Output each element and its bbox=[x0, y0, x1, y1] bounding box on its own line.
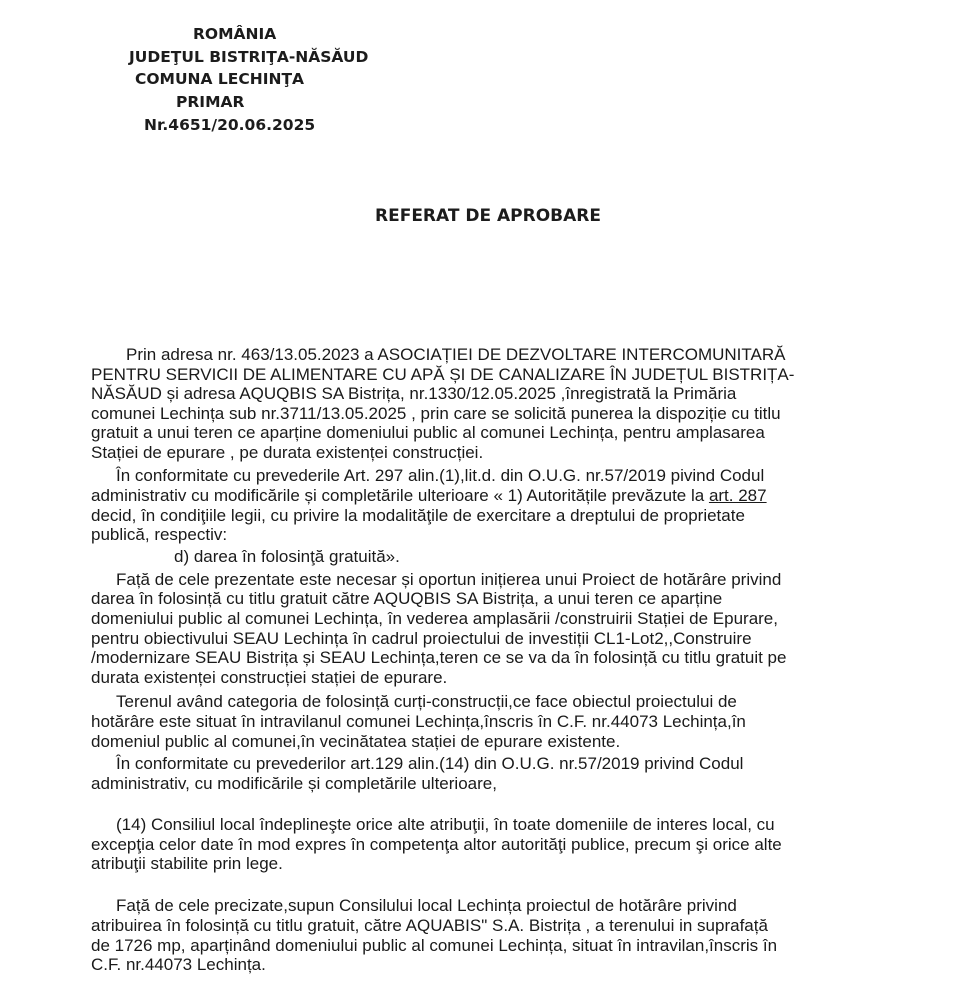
body-line bbox=[91, 487, 767, 504]
body-line: gratuit a unui teren ce aparține domeniului public al comunei Lechința, pentru amplasarea bbox=[91, 423, 765, 442]
document-title: REFERAT DE APROBARE bbox=[375, 206, 601, 226]
body-line: de 1726 mp, aparținând domeniului public al comunei Lechința, situat în intravilan,înscris în bbox=[91, 936, 778, 955]
body-line: excepţia celor date în mod expres în competenţa altor autorităţi publice, precum şi orice alte bbox=[91, 835, 782, 854]
header-office: PRIMAR bbox=[176, 93, 245, 111]
body-line: comunei Lechința sub nr.3711/13.05.2025 , prin care se solicită punerea la dispoziție cu titlu bbox=[91, 404, 781, 423]
body-line: (14) Consiliul local îndeplineşte orice alte atribuţii, în toate domeniile de interes local, cu bbox=[116, 815, 775, 834]
body-line: publică, respectiv: bbox=[91, 525, 228, 544]
header-registration-number: Nr.4651/20.06.2025 bbox=[144, 116, 316, 134]
body-line: atribuirea în folosință cu titlu gratuit, către AQUABIS" S.A. Bistrița , a terenului in suprafață bbox=[91, 916, 768, 935]
body-line: atribuţii stabilite prin lege. bbox=[91, 854, 283, 873]
body-line: decid, în condiţiile legii, cu privire la modalităţile de exercitare a dreptului de proprietate bbox=[91, 506, 745, 525]
body-line: Stației de epurare , pe durata existenței construcției. bbox=[91, 443, 484, 462]
body-line: Față de cele prezentate este necesar și oportun inițierea unui Proiect de hotărâre privind bbox=[116, 570, 782, 589]
body-line-text: administrativ cu modificările și completările ulterioare « 1) Autoritățile prevăzute la bbox=[91, 486, 709, 505]
body-line: În conformitate cu prevederilor art.129 alin.(14) din O.U.G. nr.57/2019 privind Codul bbox=[116, 754, 744, 773]
body-line: domeniului public al comunei Lechința, în vederea amplasării /construirii Stației de Epurare, bbox=[91, 609, 778, 628]
body-line: PENTRU SERVICII DE ALIMENTARE CU APĂ ȘI DE CANALIZARE ÎN JUDEȚUL BISTRIȚA- bbox=[91, 365, 795, 384]
body-line: În conformitate cu prevederile Art. 297 alin.(1),lit.d. din O.U.G. nr.57/2019 pivind Codul bbox=[116, 466, 765, 485]
body-line: Prin adresa nr. 463/13.05.2023 a ASOCIAȚIEI DE DEZVOLTARE INTERCOMUNITARĂ bbox=[126, 345, 786, 364]
header-commune: COMUNA LECHINŢA bbox=[135, 70, 305, 88]
body-line: NĂSĂUD și adresa AQUQBIS SA Bistrița, nr.1330/12.05.2025 ,înregistrată la Primăria bbox=[91, 384, 737, 403]
body-line: pentru obiectivului SEAU Lechința în cadrul proiectului de investiții CL1-Lot2,,Construire bbox=[91, 629, 752, 648]
art-287-link[interactable]: art. 287 bbox=[708, 486, 767, 505]
body-line: Față de cele precizate,supun Consilului local Lechința proiectul de hotărâre privind bbox=[116, 896, 737, 915]
body-line: Terenul având categoria de folosință curți-construcții,ce face obiectul proiectului de bbox=[116, 692, 737, 711]
body-line: /modernizare SEAU Bistrița și SEAU Lechința,teren ce se va da în folosință cu titlu gratuit pe bbox=[91, 648, 787, 667]
body-line: domeniul public al comunei,în vecinătatea stației de epurare existente. bbox=[91, 732, 621, 751]
header-country: ROMÂNIA bbox=[193, 25, 277, 43]
body-line: darea în folosință cu titlu gratuit către AQUQBIS SA Bistrița, a unui teren ce aparține bbox=[91, 589, 723, 608]
body-line: C.F. nr.44073 Lechința. bbox=[91, 955, 266, 974]
body-line: durata existenței construcției stației de epurare. bbox=[91, 668, 448, 687]
body-line: d) darea în folosinţă gratuită». bbox=[174, 547, 400, 566]
header-county: JUDEŢUL BISTRIŢA-NĂSĂUD bbox=[129, 48, 369, 66]
body-line: hotărâre este situat în intravilanul comunei Lechința,înscris în C.F. nr.44073 Lechința,în bbox=[91, 712, 746, 731]
body-line: administrativ, cu modificările și completările ulterioare, bbox=[91, 774, 497, 793]
